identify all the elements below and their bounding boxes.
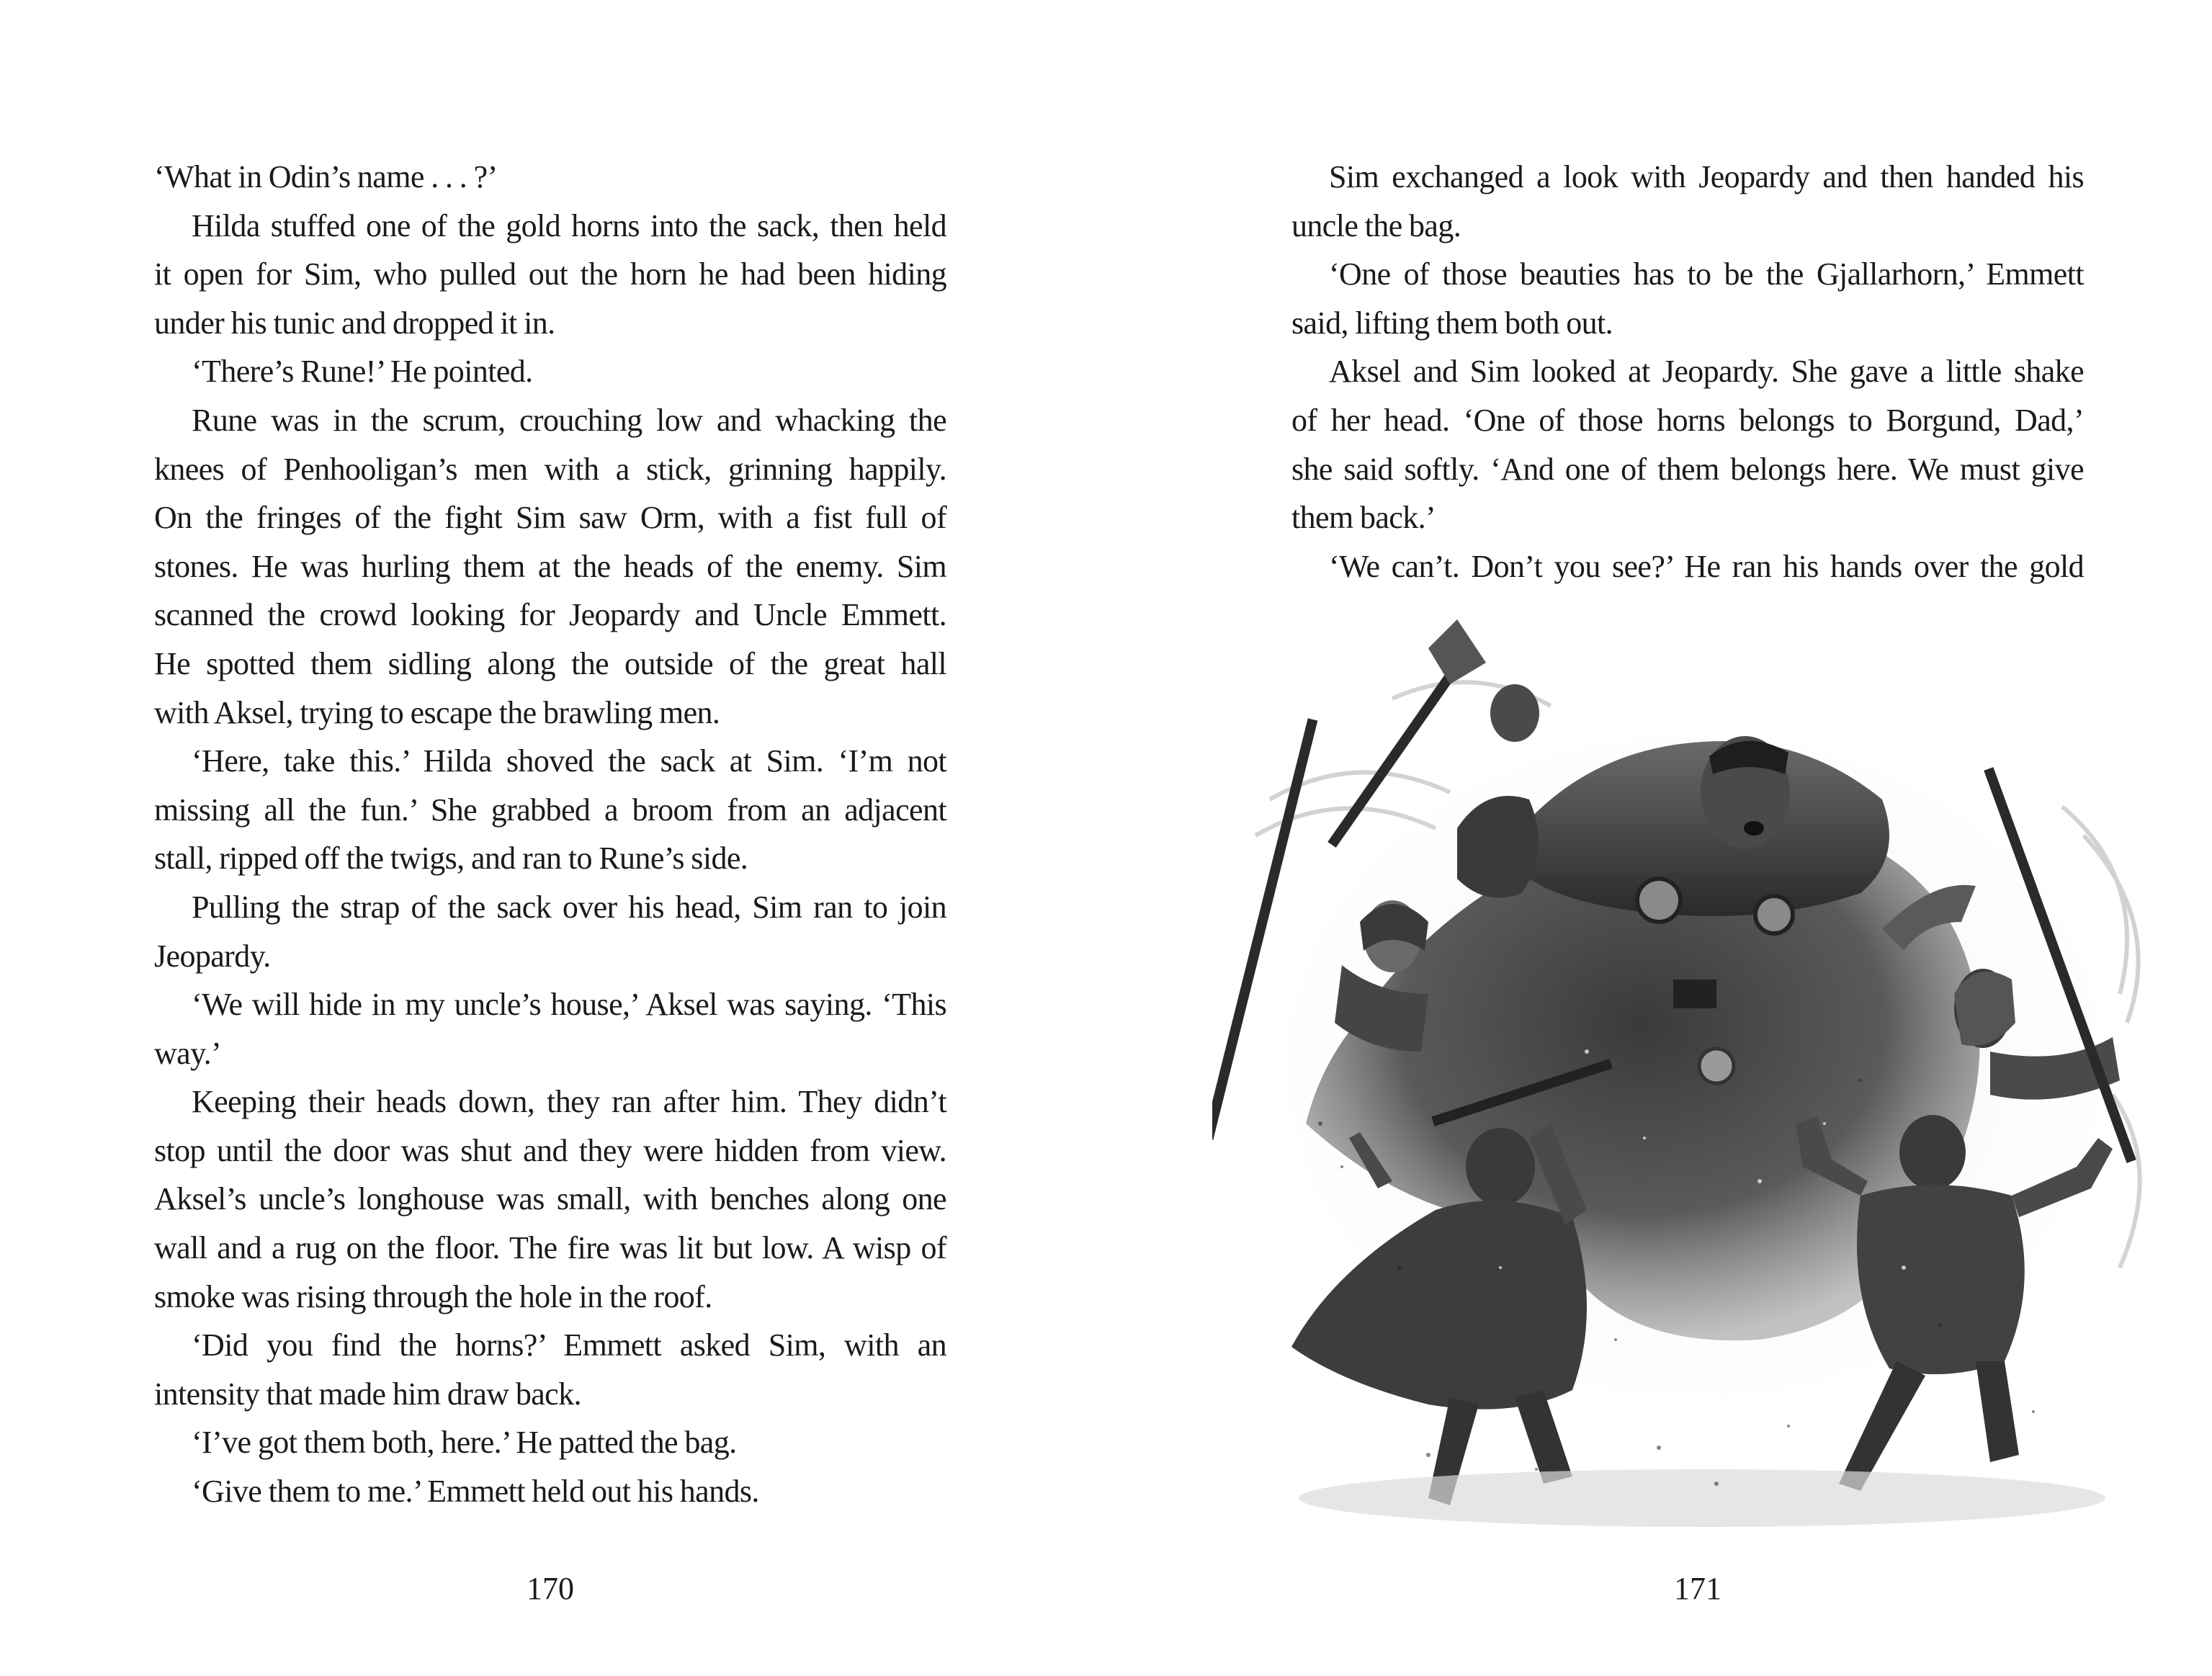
left-page-text (154, 153, 946, 1516)
text-line: stop until the door was shut and they were hidden from view. (154, 1132, 946, 1168)
text-line: On the fringes of the fight Sim saw Orm, with a fist full of (154, 500, 946, 536)
text-line: under his tunic and dropped it in. (154, 305, 555, 341)
text-line: intensity that made him draw back. (154, 1376, 581, 1412)
text-line: way.’ (154, 1035, 222, 1071)
text-line: ‘One of those beauties has to be the Gjallarhorn,’ Emmett (1329, 256, 2084, 292)
text-line: ‘Here, take this.’ Hilda shoved the sack at Sim. ‘I’m not (192, 743, 946, 779)
text-line: Hilda stuffed one of the gold horns into the sack, then held (192, 207, 946, 243)
illustration-image (1212, 619, 2177, 1549)
viking-brawl-illustration (1212, 619, 2177, 1549)
text-line: them back.’ (1291, 500, 1436, 536)
text-line: Aksel’s uncle’s longhouse was small, with benches along one (154, 1181, 946, 1217)
text-line: ‘Give them to me.’ Emmett held out his hands. (192, 1474, 759, 1510)
text-line: ‘We can’t. Don’t you see?’ He ran his hands over the gold (1329, 548, 2084, 584)
right-page (1106, 0, 2212, 1676)
page-number-right: 171 (1674, 1571, 1721, 1606)
text-line: wall and a rug on the floor. The fire was lit but low. A wisp of (154, 1230, 946, 1266)
text-line: it open for Sim, who pulled out the horn he had been hiding (154, 256, 946, 292)
text-line: Aksel and Sim looked at Jeopardy. She gave a little shake (1329, 354, 2084, 390)
text-line: He spotted them sidling along the outside of the great hall (154, 645, 946, 681)
text-line: scanned the crowd looking for Jeopardy and Uncle Emmett. (154, 597, 946, 633)
text-line: ‘We will hide in my uncle’s house,’ Aksel was saying. ‘This (192, 987, 946, 1023)
text-line: ‘What in Odin’s name . . . ?’ (154, 159, 498, 194)
text-line: said, lifting them both out. (1291, 305, 1613, 341)
text-line: knees of Penhooligan’s men with a stick, grinning happily. (154, 451, 946, 487)
text-line: ‘There’s Rune!’ He pointed. (192, 354, 533, 390)
text-line: smoke was rising through the hole in the roof. (154, 1278, 712, 1314)
text-line: Jeopardy. (154, 938, 271, 974)
text-line: stall, ripped off the twigs, and ran to Rune’s side. (154, 841, 748, 877)
text-line: she said softly. ‘And one of them belongs here. We must give (1291, 451, 2084, 487)
text-line: missing all the fun.’ She grabbed a broom from an adjacent (154, 792, 946, 828)
text-line: of her head. ‘One of those horns belongs to Borgund, Dad,’ (1291, 402, 2084, 438)
text-line: uncle the bag. (1291, 207, 1461, 243)
text-line: ‘Did you find the horns?’ Emmett asked Sim, with an (192, 1327, 946, 1363)
text-line: stones. He was hurling them at the heads of the enemy. Sim (154, 548, 946, 584)
text-line: Sim exchanged a look with Jeopardy and then handed his (1329, 159, 2084, 194)
page-number-left: 170 (527, 1571, 574, 1606)
text-line: Pulling the strap of the sack over his head, Sim ran to join (192, 889, 946, 925)
right-page-text (1291, 153, 2084, 591)
text-line: Rune was in the scrum, crouching low and whacking the (192, 402, 946, 438)
text-line: with Aksel, trying to escape the brawling men. (154, 694, 720, 730)
text-line: Keeping their heads down, they ran after him. They didn’t (192, 1084, 946, 1120)
text-line: ‘I’ve got them both, here.’ He patted the bag. (192, 1425, 737, 1461)
